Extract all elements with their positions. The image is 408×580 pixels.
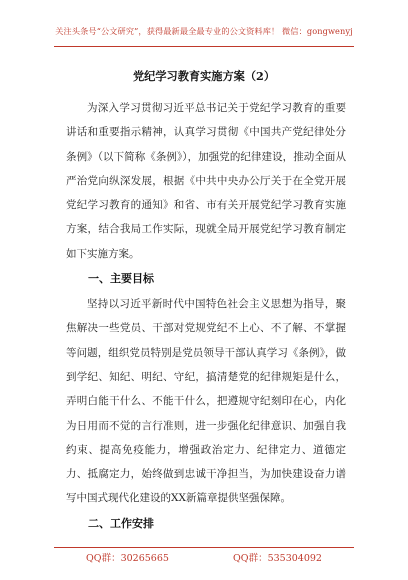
- header-divider: [54, 46, 354, 47]
- header-banner: 关注头条号“公文研究”，获得最新最全最专业的公文资料库！ 微信：gongwenyj: [55, 26, 353, 36]
- section-heading-work-arrangement: 二、工作安排: [88, 516, 154, 530]
- document-body: [66, 96, 346, 537]
- footer: [0, 550, 408, 564]
- document-title: 党纪学习教育实施方案（2）: [132, 69, 276, 83]
- footer-divider: [54, 547, 354, 548]
- section-paragraph-main-goals: 坚持以习近平新时代中国特色社会主义思想为指导，聚焦解决一些党员、干部对党规党纪不上心、不了解、不掌握等问题，组织党员特别是党员领导干部认真学习《条例》，做到学纪、知纪、明纪、守纪，搞清楚党的纪律规矩是什么，弄明白能干什么、不能干什么，把遵规守纪刻印在心，内化为日用而不觉的言行准则，进一步强化纪律意识、加强自我约束、提高免疫能力，增强政治定力、纪律定力、道德定力、抵腐定力，始终做到忠诚干净担当，为加快建设奋力谱写中国式现代化建设的XX新篇章提供坚强保障。: [66, 298, 346, 505]
- intro-paragraph: 为深入学习贯彻习近平总书记关于党纪学习教育的重要讲话和重要指示精神，认真学习贯彻《中国共产党纪律处分条例》（以下简称《条例》），加强党的纪律建设，推动全面从严治党向纵深发展，根据《中共中央办公厅关于在全党开展党纪学习教育的通知》和省、市有关开展党纪学习教育实施方案，结合我局工作实际，现就全局开展党纪学习教育制定如下实施方案。: [66, 102, 346, 260]
- footer-qq-group-1: QQ群：30265665: [86, 553, 169, 564]
- section-heading-main-goals: 一、主要目标: [88, 272, 154, 286]
- footer-qq-group-2: QQ群：535304092: [233, 553, 322, 564]
